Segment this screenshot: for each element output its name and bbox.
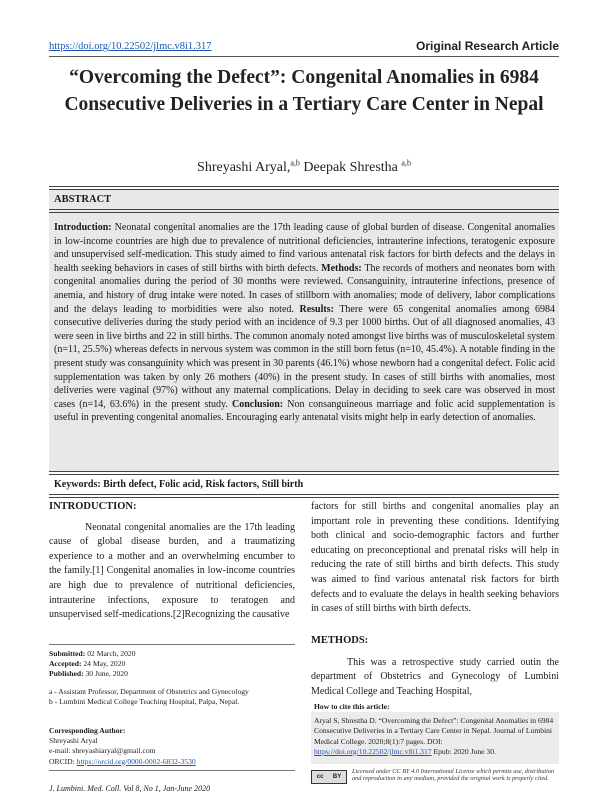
footer-rule xyxy=(49,770,295,771)
author-2: Deepak Shrestha xyxy=(299,160,398,175)
corresponding-email: e-mail: shreyashiaryal@gmail.com xyxy=(49,746,156,756)
abstract-intro-text: Neonatal congenital anomalies are the 17th leading cause of global burden of disease. Congenital anomalies in low-income countries are high due to prevalence of nutritional deficiencies, intrauterine infections, teratogenic exposure and unsupervised self-medication. This study aimed to find various antenatal risk factors for birth defects and the delays in health seeking behaviors in cases of still births with birth defects. xyxy=(54,222,555,274)
corresponding-label: Corresponding Author: xyxy=(49,726,126,735)
citation-epub: Epub: 2020 June 30. xyxy=(431,746,496,756)
corresponding-block xyxy=(49,726,295,767)
abstract-results-text: There were 65 congenital anomalies among 6984 consecutive deliveries during the study period with an incidence of 9.3 per 1000 births. Out of all diagnosed anomalies, 43 were seen in live births and 22 in still births. The common anomaly noted amongst live births was of musculoskeletal system (n=11, 25.5%) whereas defects in nervous system was common in the still born fetus (n=10, 45.4%). A notable finding in the present study was consanguinity which was present in 30 parents (46.1%) whose newborn had a congenital defect. Folic acid supplementation was taken by only 26 mothers (40%) in the present study. In cases of still births with anomalies, most deliveries were vaginal (97%) without any maternal complications. Delay in deciding to seek care was observed in most cases (n=14, 63.6%) in the present study. xyxy=(54,303,555,410)
orcid-link[interactable]: https://orcid.org/0000-0002-6832-3530 xyxy=(76,756,196,766)
citation-heading: How to cite this article: xyxy=(314,702,390,711)
abstract-conclusion-text: Non consanguineous marriage and folic acid supplementation is useful in preventing congenital anomalies. Encouraging early antenatal visits might help in early detection of anomalies. xyxy=(54,398,555,424)
keywords-bottom-rule xyxy=(49,494,559,498)
abstract-results-label: Results: xyxy=(293,303,334,315)
methods-paragraph: This was a retrospective study carried outin the department of Obstetrics and Gynecology of Lumbini Medical College and Teaching Hospital, xyxy=(311,656,559,697)
published-date: 30 June, 2020 xyxy=(83,669,128,679)
methods-section xyxy=(311,634,559,699)
keywords-top-rule xyxy=(49,471,559,475)
citation-doi-link[interactable]: https://doi.org/10.22502/jlmc.v8i1.317 xyxy=(314,746,432,756)
dates-block xyxy=(49,649,295,707)
author-list xyxy=(49,160,559,176)
author-1: Shreyashi Aryal, xyxy=(197,160,291,175)
citation-block xyxy=(314,702,558,757)
affiliation-b: b - Lumbini Medical College Teaching Hospital, Palpa, Nepal. xyxy=(49,696,240,706)
introduction-heading: INTRODUCTION: xyxy=(49,501,137,512)
submitted-date: 02 March, 2020 xyxy=(85,649,136,658)
abstract-methods-text: The records of mothers and neonates born with congenital anomalies during the period of 30 months were reviewed. Consanguinity, intrauterine infections, presence of anemia, and history of drug intake were noted. In cases of stillborn with anomalies; mode of delivery, labor complications and the delays leading to morbidities were also noted. xyxy=(54,262,556,315)
author-2-affiliation: a,b xyxy=(401,158,411,168)
methods-heading: METHODS: xyxy=(311,635,369,646)
cc-icon-text: cc xyxy=(316,774,324,780)
dates-rule xyxy=(49,644,295,645)
introduction-section xyxy=(49,500,295,623)
by-icon-text: BY xyxy=(332,774,342,780)
keywords: Keywords: Birth defect, Folic acid, Risk factors, Still birth xyxy=(54,479,304,490)
submitted-label: Submitted: xyxy=(49,649,86,658)
abstract-body xyxy=(54,221,555,425)
abstract-conclusion-label: Conclusion: xyxy=(227,398,284,410)
accepted-date: 24 May, 2020 xyxy=(81,659,126,669)
published-label: Published: xyxy=(49,669,84,679)
abstract-methods-label: Methods: xyxy=(318,262,362,274)
license-text: Licensed under CC BY 4.0 International License which permits use, distribution and reproduction in any medium, provided the original work is properly cited. xyxy=(352,768,555,783)
doi-link[interactable]: https://doi.org/10.22502/jlmc.v8i1.317 xyxy=(49,41,212,52)
paper-title: “Overcoming the Defect”: Congenital Anomalies in 6984 Consecutive Deliveries in a Tertiary Care Center in Nepal xyxy=(64,67,544,115)
corresponding-name: Shreyashi Aryal xyxy=(49,736,98,746)
introduction-paragraph: Neonatal congenital anomalies are the 17th leading cause of global disease burden, and a traumatizing experience to a mother and an overwhelming encumber to the family.[1] Congenital anomalies in low-income countries are high due to prevalence of nutritional deficiencies, intrauterine infections, exposure to teratogen and unsupervised self-medications.[2]Recognizing the causative xyxy=(49,521,295,621)
abstract-heading-rule xyxy=(49,209,559,213)
header-rule xyxy=(49,56,559,57)
journal-footer: J. Lumbini. Med. Coll. Vol 8, No 1, Jan-June 2020 xyxy=(49,784,211,793)
abstract-intro-label: Introduction: xyxy=(54,222,112,233)
citation-text: Aryal S, Shrestha D. “Overcoming the Defect”: Congenital Anomalies in 6984 Consecutive Deliveries in a Tertiary Care Center in Nepal. Journal of Lumbini Medical College. 2020;8(1):7 pages. DOI: xyxy=(314,716,554,746)
accepted-label: Accepted: xyxy=(49,659,82,669)
introduction-continued: factors for still births and congenital anomalies play an important role in preventing these conditions. Identifying both clinical and socio-demographic factors and further educating on preconceptional and prenatal risks will help in reducing the rate of still births and birth defects. This study was aimed to find various antenatal risk factors for birth defects and to evaluate the delays in health seeking behaviors in cases of still births with birth defects. xyxy=(311,501,559,615)
author-1-affiliation: a,b xyxy=(290,158,300,168)
affiliation-a: a - Assistant Professor, Department of Obstetrics and Gynecology xyxy=(49,686,249,696)
abstract-heading: ABSTRACT xyxy=(54,194,112,205)
orcid-label: ORCID: xyxy=(49,756,77,766)
article-type-label: Original Research Article xyxy=(416,39,559,53)
cc-by-license-icon xyxy=(311,770,347,784)
